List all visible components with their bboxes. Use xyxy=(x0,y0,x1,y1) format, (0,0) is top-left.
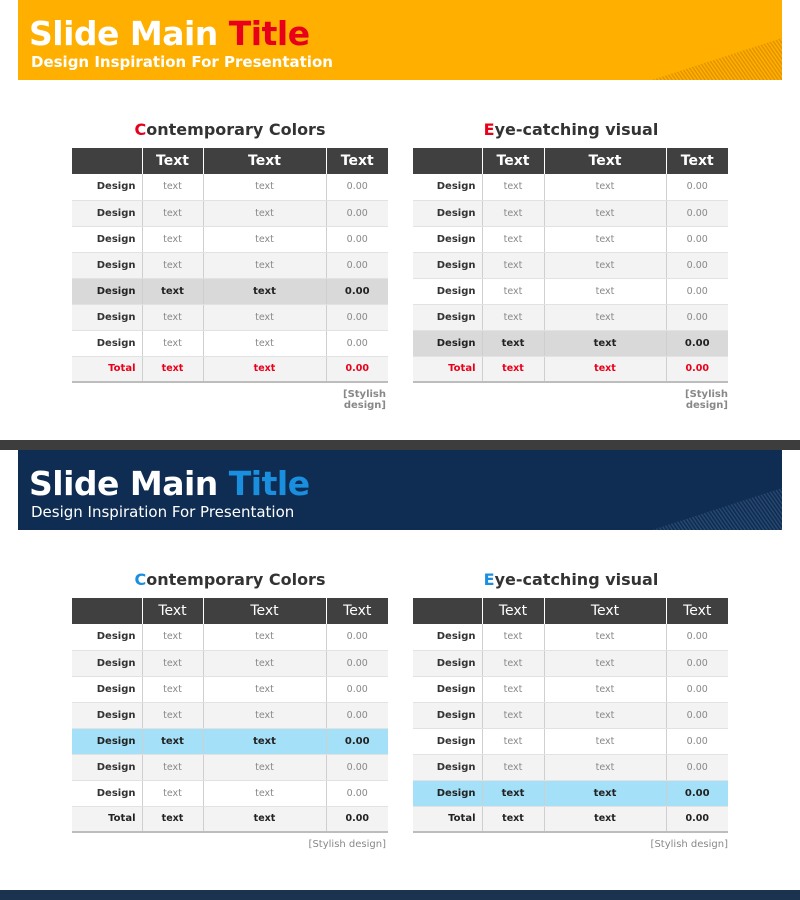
table-row xyxy=(413,278,728,304)
table-cell: text xyxy=(203,650,326,676)
table-cell: text xyxy=(544,174,666,200)
table-cell: Design xyxy=(413,676,482,702)
table-cell: 0.00 xyxy=(326,780,388,806)
table-cell: text xyxy=(142,780,203,806)
table-cell: Total xyxy=(413,806,482,832)
table-cell: text xyxy=(203,780,326,806)
header-cell: Text xyxy=(544,148,666,174)
stripe-decoration xyxy=(652,450,782,530)
highlighted-row xyxy=(413,330,728,356)
data-table xyxy=(413,148,728,383)
table-cell: text xyxy=(203,676,326,702)
table-cell: Design xyxy=(413,174,482,200)
header-cell: Text xyxy=(482,148,544,174)
table-cell: 0.00 xyxy=(666,278,728,304)
table-header xyxy=(413,598,728,624)
table-cell: text xyxy=(482,806,544,832)
header-cell: Text xyxy=(666,148,728,174)
table-cell: text xyxy=(544,728,666,754)
table-row xyxy=(413,728,728,754)
table-cell: text xyxy=(203,252,326,278)
table-row xyxy=(413,174,728,200)
slide-1 xyxy=(0,0,800,440)
header-cell: Text xyxy=(482,598,544,624)
table-cell: Design xyxy=(413,728,482,754)
table-row xyxy=(72,624,388,650)
table-cell: 0.00 xyxy=(666,676,728,702)
total-row xyxy=(72,806,388,832)
table-cell: text xyxy=(203,174,326,200)
table-cell: text xyxy=(482,252,544,278)
header-cell xyxy=(72,598,142,624)
header-cell: Text xyxy=(326,598,388,624)
table-cell: Design xyxy=(72,624,142,650)
table-row xyxy=(72,330,388,356)
table-cell: Design xyxy=(413,278,482,304)
table-row xyxy=(72,252,388,278)
bottom-bar xyxy=(0,890,800,900)
table-cell: text xyxy=(482,676,544,702)
table-cell: Design xyxy=(413,780,482,806)
table-row xyxy=(72,200,388,226)
table-header xyxy=(72,148,388,174)
table-row xyxy=(72,174,388,200)
table-cell: text xyxy=(482,356,544,382)
table-cell: 0.00 xyxy=(666,226,728,252)
slide-title-accent: Title xyxy=(228,464,310,503)
table-cell: 0.00 xyxy=(666,356,728,382)
table-cell: text xyxy=(544,624,666,650)
table-cell: Design xyxy=(72,252,142,278)
table-cell: text xyxy=(544,676,666,702)
header-cell xyxy=(72,148,142,174)
table-cell: text xyxy=(544,356,666,382)
table-cell: text xyxy=(142,728,203,754)
table-title: Eye-catching visual xyxy=(483,570,659,589)
table-row xyxy=(413,702,728,728)
table-title: Eye-catching visual xyxy=(483,120,659,139)
table-row xyxy=(72,304,388,330)
table-header xyxy=(72,598,388,624)
table-cell: Design xyxy=(72,650,142,676)
table-cell: 0.00 xyxy=(326,754,388,780)
table-cell: text xyxy=(142,330,203,356)
table-cell: Design xyxy=(413,330,482,356)
table-note: [Stylish design] xyxy=(308,839,386,850)
table-cell: Design xyxy=(72,200,142,226)
table-cell: text xyxy=(482,728,544,754)
table-cell: Design xyxy=(72,226,142,252)
table-row xyxy=(72,754,388,780)
table-cell: text xyxy=(544,806,666,832)
table-cell: text xyxy=(482,702,544,728)
table-row xyxy=(413,650,728,676)
total-row xyxy=(413,806,728,832)
table-row xyxy=(413,226,728,252)
header-cell: Text xyxy=(142,598,203,624)
table-cell: 0.00 xyxy=(666,200,728,226)
stripe-decoration xyxy=(652,0,782,80)
table-cell: text xyxy=(142,356,203,382)
table-cell: Design xyxy=(413,754,482,780)
table-row xyxy=(72,676,388,702)
table-cell: text xyxy=(482,780,544,806)
table-cell: Design xyxy=(72,304,142,330)
table-cell: Design xyxy=(413,624,482,650)
header-cell: Text xyxy=(544,598,666,624)
table-cell: 0.00 xyxy=(326,624,388,650)
table-cell: Design xyxy=(413,702,482,728)
slide-2 xyxy=(0,450,800,890)
table-cell: text xyxy=(482,754,544,780)
header-cell xyxy=(413,148,482,174)
table-row xyxy=(413,676,728,702)
table-cell: Total xyxy=(413,356,482,382)
table-cell: 0.00 xyxy=(666,624,728,650)
table-cell: 0.00 xyxy=(666,330,728,356)
table-cell: text xyxy=(203,304,326,330)
table-cell: 0.00 xyxy=(326,356,388,382)
table-cell: text xyxy=(482,650,544,676)
table-cell: Design xyxy=(413,304,482,330)
header-cell xyxy=(413,598,482,624)
table-cell: text xyxy=(544,200,666,226)
header-cell: Text xyxy=(203,148,326,174)
table-cell: 0.00 xyxy=(326,252,388,278)
table-cell: text xyxy=(482,200,544,226)
table-cell: 0.00 xyxy=(666,806,728,832)
total-row xyxy=(413,356,728,382)
table-cell: Design xyxy=(413,252,482,278)
table-cell: 0.00 xyxy=(666,754,728,780)
table-cell: Design xyxy=(72,676,142,702)
table-row xyxy=(413,252,728,278)
slide-title: Slide Main Title xyxy=(29,14,310,53)
table-cell: text xyxy=(544,252,666,278)
header-cell: Text xyxy=(666,598,728,624)
table-cell: 0.00 xyxy=(666,650,728,676)
table-cell: 0.00 xyxy=(326,304,388,330)
table-cell: text xyxy=(544,278,666,304)
table-row xyxy=(413,754,728,780)
table-cell: text xyxy=(203,702,326,728)
table-cell: Total xyxy=(72,806,142,832)
table-cell: Design xyxy=(413,200,482,226)
table-cell: text xyxy=(142,174,203,200)
table-cell: text xyxy=(142,252,203,278)
table-cell: Design xyxy=(72,702,142,728)
table-cell: text xyxy=(142,650,203,676)
table-cell: 0.00 xyxy=(666,252,728,278)
table-header xyxy=(413,148,728,174)
table-cell: 0.00 xyxy=(326,806,388,832)
table-cell: text xyxy=(203,226,326,252)
data-table xyxy=(72,148,388,383)
table-cell: Design xyxy=(72,278,142,304)
table-cell: 0.00 xyxy=(326,702,388,728)
table-cell: text xyxy=(482,226,544,252)
table-cell: text xyxy=(482,330,544,356)
table-cell: text xyxy=(203,624,326,650)
table-cell: text xyxy=(544,754,666,780)
table-cell: text xyxy=(142,702,203,728)
table-cell: text xyxy=(544,650,666,676)
table-cell: text xyxy=(544,702,666,728)
table-cell: 0.00 xyxy=(326,174,388,200)
slide-title: Slide Main Title xyxy=(29,464,310,503)
title-banner xyxy=(18,0,782,80)
table-cell: text xyxy=(203,356,326,382)
data-table xyxy=(72,598,388,833)
table-cell: text xyxy=(142,304,203,330)
table-cell: text xyxy=(142,200,203,226)
table-cell: text xyxy=(142,624,203,650)
table-cell: 0.00 xyxy=(666,728,728,754)
table-cell: text xyxy=(203,200,326,226)
table-cell: text xyxy=(203,754,326,780)
table-cell: Design xyxy=(72,728,142,754)
table-cell: Design xyxy=(72,330,142,356)
slide-subtitle: Design Inspiration For Presentation xyxy=(31,53,333,71)
table-cell: text xyxy=(142,754,203,780)
table-cell: text xyxy=(203,806,326,832)
table-cell: text xyxy=(203,330,326,356)
table-cell: 0.00 xyxy=(326,278,388,304)
table-cell: text xyxy=(142,278,203,304)
table-cell: text xyxy=(203,278,326,304)
table-cell: 0.00 xyxy=(326,650,388,676)
data-table xyxy=(413,598,728,833)
table-cell: 0.00 xyxy=(666,174,728,200)
table-row xyxy=(413,200,728,226)
table-cell: 0.00 xyxy=(326,676,388,702)
slide-separator xyxy=(0,440,800,450)
table-cell: 0.00 xyxy=(666,702,728,728)
table-title: Contemporary Colors xyxy=(134,120,326,139)
table-cell: 0.00 xyxy=(326,330,388,356)
slide-title-accent: Title xyxy=(228,14,310,53)
table-note: [Stylish design] xyxy=(685,389,728,411)
total-row xyxy=(72,356,388,382)
highlighted-row xyxy=(72,278,388,304)
table-cell: text xyxy=(482,174,544,200)
table-row xyxy=(413,624,728,650)
table-row xyxy=(72,226,388,252)
table-cell: text xyxy=(544,226,666,252)
header-cell: Text xyxy=(142,148,203,174)
table-row xyxy=(72,702,388,728)
table-cell: text xyxy=(482,624,544,650)
table-title: Contemporary Colors xyxy=(134,570,326,589)
table-cell: 0.00 xyxy=(666,780,728,806)
table-note: [Stylish design] xyxy=(343,389,386,411)
table-row xyxy=(72,650,388,676)
highlighted-row xyxy=(72,728,388,754)
table-cell: Design xyxy=(413,226,482,252)
table-cell: text xyxy=(142,806,203,832)
title-banner xyxy=(18,450,782,530)
table-cell: 0.00 xyxy=(326,226,388,252)
table-cell: text xyxy=(482,278,544,304)
table-row xyxy=(72,780,388,806)
table-note: [Stylish design] xyxy=(650,839,728,850)
header-cell: Text xyxy=(326,148,388,174)
header-cell: Text xyxy=(203,598,326,624)
table-cell: Total xyxy=(72,356,142,382)
table-cell: text xyxy=(544,780,666,806)
table-cell: 0.00 xyxy=(666,304,728,330)
table-cell: Design xyxy=(72,754,142,780)
table-cell: text xyxy=(142,226,203,252)
table-cell: text xyxy=(482,304,544,330)
slide-subtitle: Design Inspiration For Presentation xyxy=(31,503,295,521)
table-row xyxy=(413,304,728,330)
table-cell: text xyxy=(544,304,666,330)
table-cell: Design xyxy=(72,780,142,806)
table-cell: text xyxy=(142,676,203,702)
table-cell: 0.00 xyxy=(326,728,388,754)
table-cell: Design xyxy=(413,650,482,676)
table-cell: text xyxy=(544,330,666,356)
table-cell: text xyxy=(203,728,326,754)
table-cell: Design xyxy=(72,174,142,200)
table-cell: 0.00 xyxy=(326,200,388,226)
highlighted-row xyxy=(413,780,728,806)
